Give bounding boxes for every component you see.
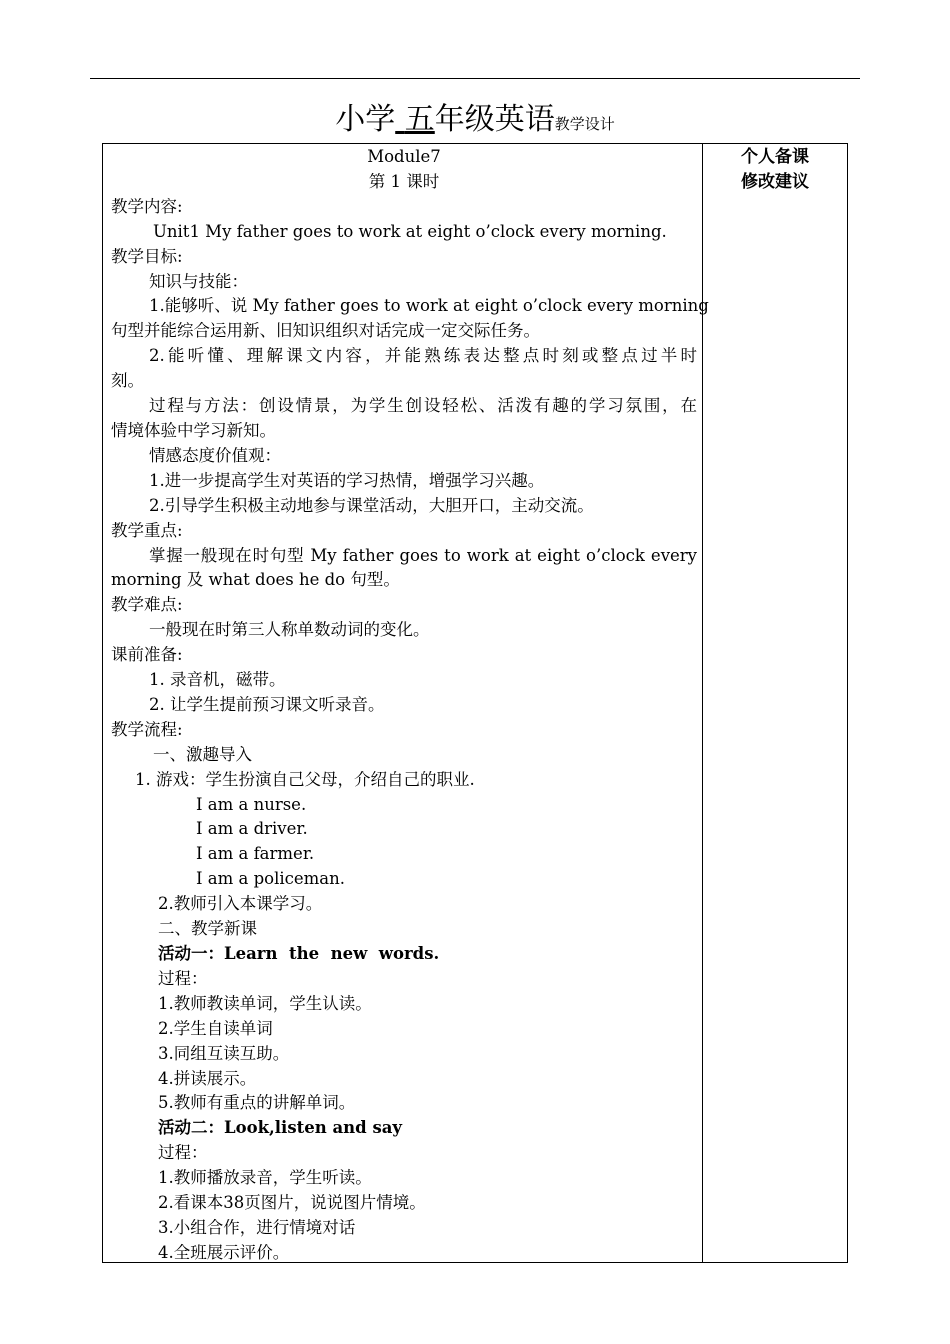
content-line: 1.能够听、说 My father goes to work at eight o’clock every morning [149,296,709,316]
section-label: 教学难点: [111,595,183,615]
content-line: morning 及 what does he do 句型。 [111,570,400,590]
lesson-plan-table [102,143,848,1263]
content-line: 过程： [158,968,208,988]
content-line: 2. 让学生提前预习课文听录音。 [149,694,385,714]
section-label: 课前准备: [111,645,183,665]
notes-header [703,144,847,195]
lesson-content [111,145,709,1266]
title-subject: 年级英语 [434,102,555,137]
content-line: 情感态度价值观： [149,445,281,465]
period-heading: 第 1 课时 [368,171,440,191]
activity-heading: 活动一：Learn the new words. [158,944,440,963]
content-line: 2.学生自读单词 [158,1018,273,1038]
content-line: 过程与方法：创设情景，为学生创设轻松、活泼有趣的学习氛围，在 [149,396,697,416]
section-label: 教学内容: [111,196,183,216]
notes-header-line: 个人备课 [741,147,809,167]
content-line: 3.同组互读互助。 [158,1043,290,1063]
title-grade: 五 [404,102,435,137]
section-label: 教学目标: [111,246,183,266]
notes-cell [703,144,847,1262]
content-line: I am a policeman. [196,869,345,889]
content-line: 5.教师有重点的讲解单词。 [158,1093,356,1113]
content-line: 1.教师教读单词，学生认读。 [158,993,372,1013]
content-line: 2.教师引入本课学习。 [158,894,323,914]
content-line: 过程： [158,1143,208,1163]
activity-heading: 活动二：Look,listen and say [158,1118,403,1138]
content-line: 句型并能综合运用新、旧知识组织对话完成一定交际任务。 [111,321,540,341]
content-line: I am a nurse. [196,794,307,814]
content-line: 3.小组合作，进行情境对话 [158,1217,356,1237]
notes-header-line: 修改建议 [741,172,809,192]
title-prefix: 小学 [335,102,396,137]
content-line: 知识与技能： [149,271,248,291]
content-line: 1. 录音机，磁带。 [149,670,286,690]
lesson-content-cell [103,144,709,1262]
content-line: 4.拼读展示。 [158,1068,257,1088]
content-line: 刻。 [111,371,144,391]
section-label: 教学重点: [111,520,183,540]
content-line: 情境体验中学习新知。 [111,420,276,440]
section-label: 教学流程: [111,719,183,739]
page-title [0,100,950,144]
content-line: 4.全班展示评价。 [158,1242,290,1262]
title-suffix: 教学设计 [554,115,615,133]
content-line: 二、教学新课 [158,919,257,939]
content-line: 1.进一步提高学生对英语的学习热情，增强学习兴趣。 [149,470,545,490]
content-line: 1.教师播放录音，学生听读。 [158,1168,372,1188]
content-line: 一、激趣导入 [153,744,252,764]
content-line: I am a driver. [196,819,308,839]
module-heading: Module7 [367,147,441,166]
content-line: 2.看课本38页图片，说说图片情境。 [158,1193,426,1213]
content-line: 2.引导学生积极主动地参与课堂活动，大胆开口，主动交流。 [149,495,594,515]
content-line: 2.能听懂、理解课文内容，并能熟练表达整点时刻或整点过半时 [149,346,697,366]
header-rule [90,78,860,79]
content-line: Unit1 My father goes to work at eight o’clock every morning. [153,221,667,241]
content-line: 1. 游戏：学生扮演自己父母，介绍自己的职业. [135,769,475,789]
content-line: 掌握一般现在时句型 My father goes to work at eight o’clock every [149,545,697,565]
content-line: I am a farmer. [196,844,315,864]
content-line: 一般现在时第三人称单数动词的变化。 [149,620,430,640]
